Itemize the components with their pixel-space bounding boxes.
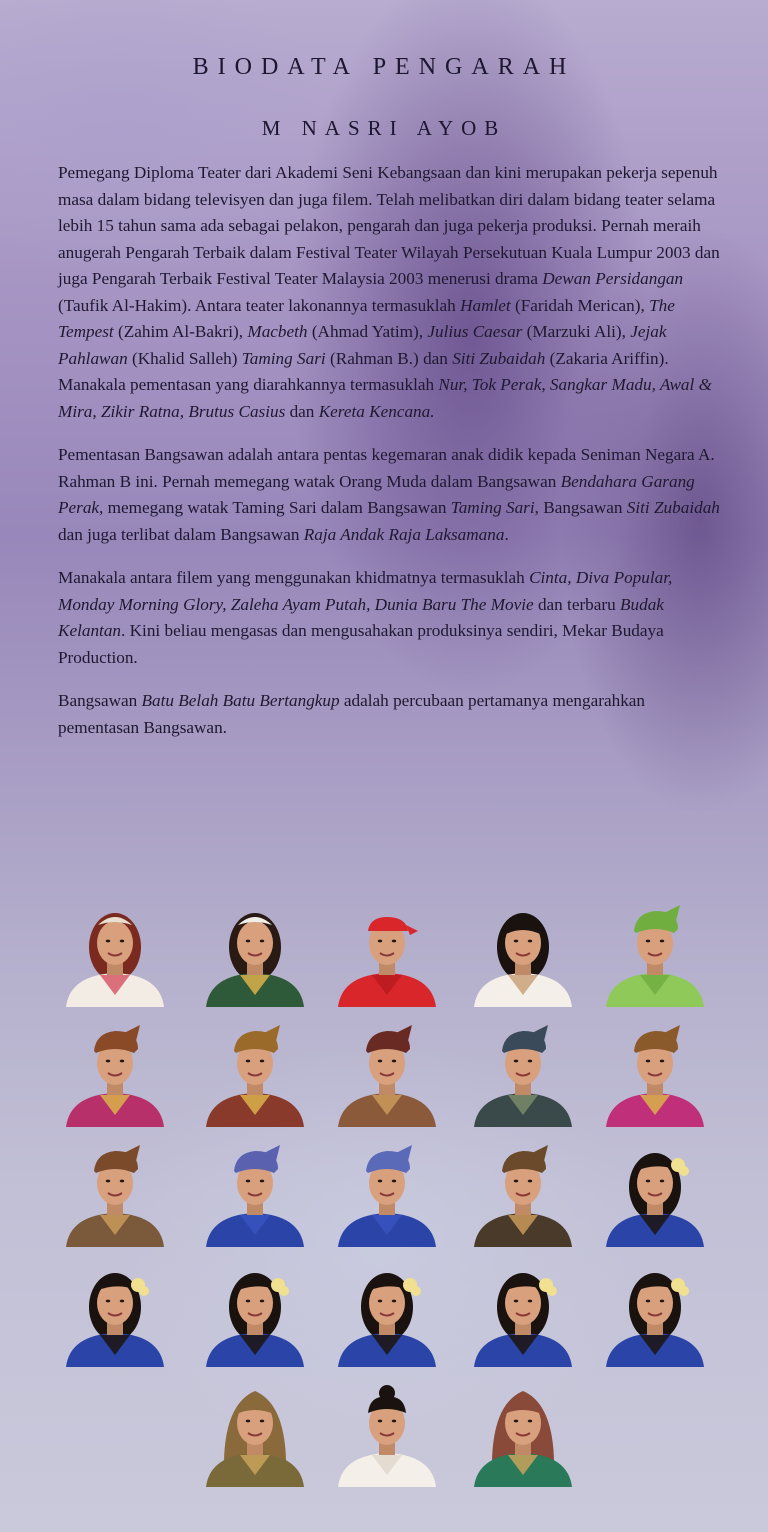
bio-paragraph-3 [58, 565, 728, 671]
title-reference: Siti Zubaidah [452, 348, 546, 368]
cast-row-1 [60, 895, 710, 1013]
cast-portrait [600, 1015, 710, 1127]
cast-portrait [600, 895, 710, 1007]
text-run: (Zakaria Ariffin). Manakala pementasan yang diarahkannya termasuklah [58, 348, 669, 394]
title-reference: The Tempest [58, 295, 675, 341]
cast-member-photo [600, 1135, 710, 1247]
cast-member-photo [200, 1375, 310, 1487]
cast-portrait [468, 895, 578, 1007]
cast-portrait [200, 1015, 310, 1127]
cast-row-2 [60, 1015, 710, 1133]
bio-paragraph-2 [58, 442, 728, 548]
cast-member-photo [200, 1135, 310, 1247]
cast-member-photo [332, 1135, 442, 1247]
cast-member-photo [468, 1135, 578, 1247]
cast-portrait [332, 1015, 442, 1127]
cast-member-photo [600, 1015, 710, 1127]
text-run: (Zahim Al-Bakri), [113, 322, 248, 341]
cast-row-4 [60, 1255, 710, 1373]
cast-portrait [200, 895, 310, 1007]
text-run: (Khalid Salleh) [127, 348, 242, 368]
title-reference: Nur, Tok Perak, Sangkar Madu, Awal & Mira, Zikir Ratna, Brutus Casius [58, 375, 712, 421]
cast-member-photo [468, 1375, 578, 1487]
cast-member-photo [468, 1255, 578, 1367]
cast-portrait [200, 1135, 310, 1247]
cast-portrait [60, 1015, 170, 1127]
title-reference: Siti Zubaidah [626, 498, 720, 517]
cast-member-photo [600, 1255, 710, 1367]
cast-row-5 [60, 1375, 710, 1493]
text-run: adalah percubaan pertamanya mengarahkan pementasan Bangsawan. [58, 691, 646, 737]
text-run: , memegang watak Taming Sari dalam Bangsawan [99, 498, 451, 517]
cast-portrait [200, 1255, 310, 1367]
text-run: Manakala antara filem yang menggunakan khidmatnya termasuklah [58, 568, 530, 587]
cast-member-photo [332, 1015, 442, 1127]
cast-member-photo [332, 1375, 442, 1487]
cast-portrait [332, 1255, 442, 1367]
cast-member-photo [60, 1015, 170, 1127]
title-reference: Kereta Kencana. [318, 401, 435, 421]
cast-portrait [60, 1135, 170, 1247]
cast-portrait [60, 895, 170, 1007]
title-reference: Budak Kelantan [58, 594, 664, 640]
cast-portrait [468, 1375, 578, 1487]
cast-portrait [600, 1135, 710, 1247]
cast-member-photo [600, 895, 710, 1007]
cast-portrait [332, 1375, 442, 1487]
cast-member-photo [468, 1015, 578, 1127]
cast-portrait [468, 1255, 578, 1367]
cast-portrait [200, 1375, 310, 1487]
cast-member-photo [468, 895, 578, 1007]
cast-member-photo [332, 1255, 442, 1367]
director-name: M NASRI AYOB [261, 116, 507, 140]
title-reference: Macbeth [247, 322, 308, 341]
cast-portrait [332, 895, 442, 1007]
text-run: dan juga terlibat dalam Bangsawan [58, 524, 304, 544]
text-run: (Marzuki Ali), [522, 322, 631, 341]
text-run: , Bangsawan [534, 498, 627, 517]
cast-row-3 [60, 1135, 710, 1253]
title-reference: Cinta, Diva Popular, Monday Morning Glory, Zaleha Ayam Putah, Dunia Baru The Movie [58, 568, 673, 614]
text-run: . [504, 524, 509, 544]
text-run: . Kini beliau mengasas dan mengusahakan produksinya sendiri, Mekar Budaya Production. [58, 621, 664, 667]
cast-portrait [468, 1015, 578, 1127]
title-reference: Batu Belah Batu Bertangkup [141, 691, 340, 710]
cast-member-photo [60, 1135, 170, 1247]
title-reference: Bendahara Garang Perak [58, 471, 695, 517]
text-run: (Faridah Merican), [510, 295, 650, 315]
title-reference: Taming Sari [450, 498, 535, 517]
title-reference: Hamlet [460, 295, 511, 315]
title-reference: Jejak Pahlawan [58, 322, 667, 368]
cast-portrait [468, 1135, 578, 1247]
cast-member-photo [200, 1015, 310, 1127]
text-run: dan terbaru [533, 594, 621, 614]
text-run: (Taufik Al-Hakim). Antara teater lakonannya termasuklah [58, 295, 461, 315]
title-reference: Julius Caesar [427, 322, 523, 341]
bio-paragraph-1 [58, 160, 728, 425]
cast-portrait [332, 1135, 442, 1247]
cast-portrait [600, 1255, 710, 1367]
biography-text [58, 160, 728, 758]
cast-member-photo [60, 1255, 170, 1367]
text-run: (Ahmad Yatim), [307, 322, 428, 341]
text-run: Pemegang Diploma Teater dari Akademi Seni Kebangsaan dan kini merupakan pekerja sepenuh masa dalam bidang televisyen dan juga filem. Telah melibatkan diri dalam bidang teater selama lebih 15 tahun sama ada sebagai pelakon, pengarah dan juga pekerja produksi. Pernah meraih anugerah Pengarah Terbaik dalam Festival Teater Wilayah Persekutuan Kuala Lumpur 2003 dan juga Pengarah Terbaik Festival Teater Malaysia 2003 menerusi drama [58, 163, 720, 288]
title-reference: Taming Sari [241, 348, 326, 368]
cast-member-photo [200, 895, 310, 1007]
bio-paragraph-4 [58, 688, 728, 741]
cast-portrait [60, 1255, 170, 1367]
cast-member-photo [60, 895, 170, 1007]
title-reference: Dewan Persidangan [542, 269, 684, 288]
cast-member-photo [332, 895, 442, 1007]
page-title: BIODATA PENGARAH [192, 54, 576, 80]
text-run: (Rahman B.) dan [325, 348, 453, 368]
text-run: Bangsawan [58, 691, 142, 710]
text-run: dan [285, 401, 319, 421]
title-reference: Raja Andak Raja Laksamana [303, 524, 505, 544]
text-run: Pementasan Bangsawan adalah antara pentas kegemaran anak didik kepada Seniman Negara A. Rahman B ini. Pernah memegang watak Orang Muda dalam Bangsawan [58, 445, 715, 491]
cast-member-photo [200, 1255, 310, 1367]
